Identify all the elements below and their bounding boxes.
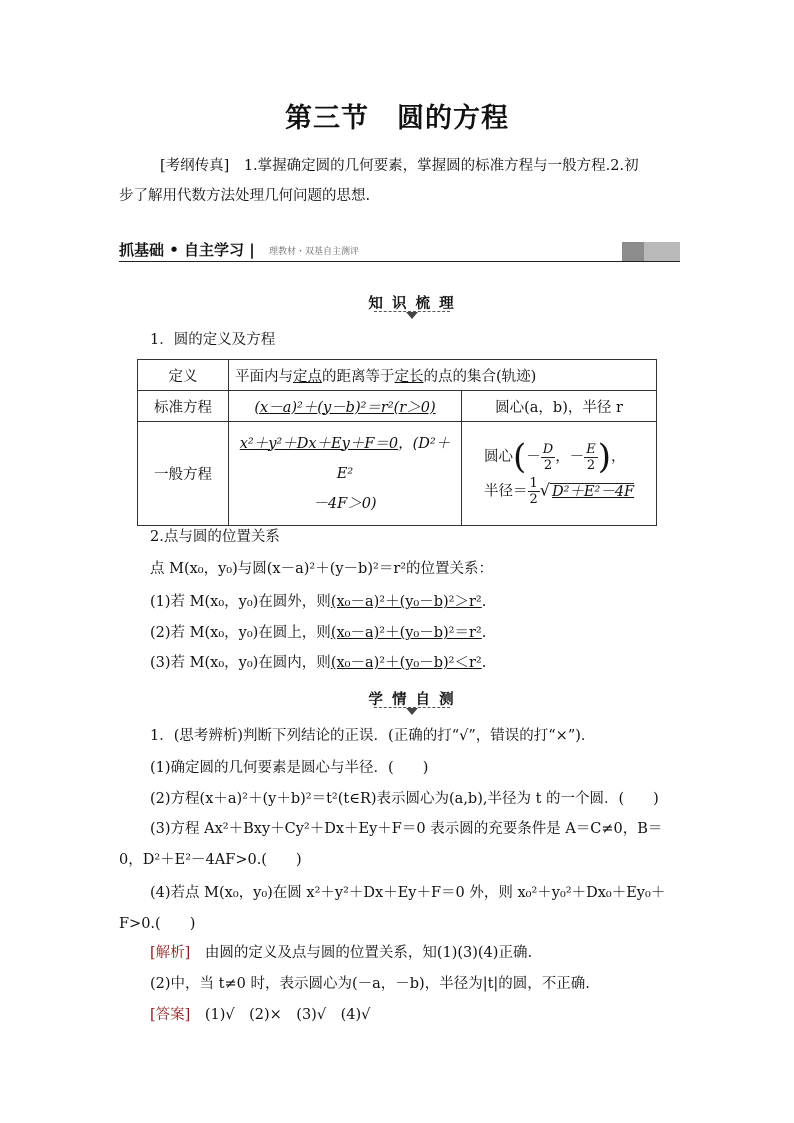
- row-label-definition: 定义: [138, 360, 229, 391]
- question-1: 1．(思考辨析)判断下列结论的正误．(正确的打“√”，错误的打“×”)．: [150, 728, 596, 744]
- row-label-general: 一般方程: [138, 422, 229, 526]
- section-bar-label: 抓基础 • 自主学习 |: [119, 241, 255, 259]
- analysis-tag: [解析]: [150, 945, 191, 961]
- intro-line-2: 步了解用代数方法处理几何问题的思想.: [119, 188, 371, 204]
- standard-center-radius: 圆心(a，b)，半径 r: [462, 391, 657, 422]
- section-bar-subtitle: 理教材・双基自主测评: [269, 247, 360, 257]
- row-label-standard: 标准方程: [138, 391, 229, 422]
- page-title: 第三节 圆的方程: [285, 103, 509, 134]
- answer-tag: [答案]: [150, 1007, 191, 1023]
- item-2-heading: 2.点与圆的位置关系: [150, 529, 280, 545]
- table-row: [138, 360, 657, 391]
- case-inside: (3)若 M(x₀，y₀)在圆内，则(x₀－a)²＋(y₀－b)²＜r².: [150, 655, 487, 671]
- table-row: [138, 422, 657, 526]
- section-heading-selftest: 学 情 自 测: [368, 692, 456, 708]
- general-center-radius: 圆心(－ $\frac{D}{2}$ ，－ $\frac{E}{2}$ )， 半径＝ $\frac{1}{2}$ √ D²＋E²－4F: [462, 422, 657, 526]
- item-1-heading: 1．圆的定义及方程: [150, 332, 276, 348]
- heading-arrow-icon: [406, 312, 418, 319]
- case-outside: (1)若 M(x₀，y₀)在圆外，则(x₀－a)²＋(y₀－b)²＞r².: [150, 594, 487, 610]
- answer-line: [答案] (1)√ (2)× (3)√ (4)√: [150, 1007, 371, 1023]
- definition-cell: 平面内与定点的距离等于定长的点的集合(轨迹): [229, 360, 657, 391]
- standard-equation: (x－a)²＋(y－b)²＝r²(r＞0): [229, 391, 462, 422]
- statement-3-line-2: 0，D²＋E²－4AF>0.( ): [119, 852, 302, 868]
- case-on: (2)若 M(x₀，y₀)在圆上，则(x₀－a)²＋(y₀－b)²＝r².: [150, 625, 487, 641]
- definition-table: [137, 359, 657, 526]
- section-heading-knowledge: 知 识 梳 理: [368, 296, 456, 312]
- analysis-line-1: [解析] 由圆的定义及点与圆的位置关系，知(1)(3)(4)正确.: [150, 945, 533, 961]
- statement-1: (1)确定圆的几何要素是圆心与半径．( ): [150, 760, 429, 776]
- relation-statement: 点 M(x₀，y₀)与圆(x－a)²＋(y－b)²＝r²的位置关系：: [150, 561, 494, 577]
- general-equation: x²＋y²＋Dx＋Ey＋F＝0，(D²＋E² －4F＞0): [229, 422, 462, 526]
- section-bar: [119, 240, 680, 262]
- intro-line-1: [考纲传真] 1.掌握确定圆的几何要素，掌握圆的标准方程与一般方程.2.初: [160, 158, 639, 174]
- statement-4-line-2: F>0.( ): [119, 916, 196, 932]
- bar-decoration-light: [644, 242, 680, 261]
- table-row: [138, 391, 657, 422]
- bar-decoration-dark: [622, 242, 644, 261]
- bar-rule: [119, 261, 680, 262]
- statement-3-line-1: (3)方程 Ax²＋Bxy＋Cy²＋Dx＋Ey＋F＝0 表示圆的充要条件是 A＝C≠0，B＝: [150, 821, 663, 837]
- heading-arrow-icon: [406, 708, 418, 715]
- statement-4-line-1: (4)若点 M(x₀，y₀)在圆 x²＋y²＋Dx＋Ey＋F＝0 外，则 x₀²＋y₀²＋Dx₀＋Ey₀＋: [150, 885, 666, 901]
- statement-2: (2)方程(x＋a)²＋(y＋b)²＝t²(t∈R)表示圆心为(a,b),半径为 t 的一个圆．( ): [150, 791, 659, 807]
- analysis-line-2: (2)中，当 t≠0 时，表示圆心为(－a，－b)，半径为|t|的圆，不正确.: [150, 976, 590, 992]
